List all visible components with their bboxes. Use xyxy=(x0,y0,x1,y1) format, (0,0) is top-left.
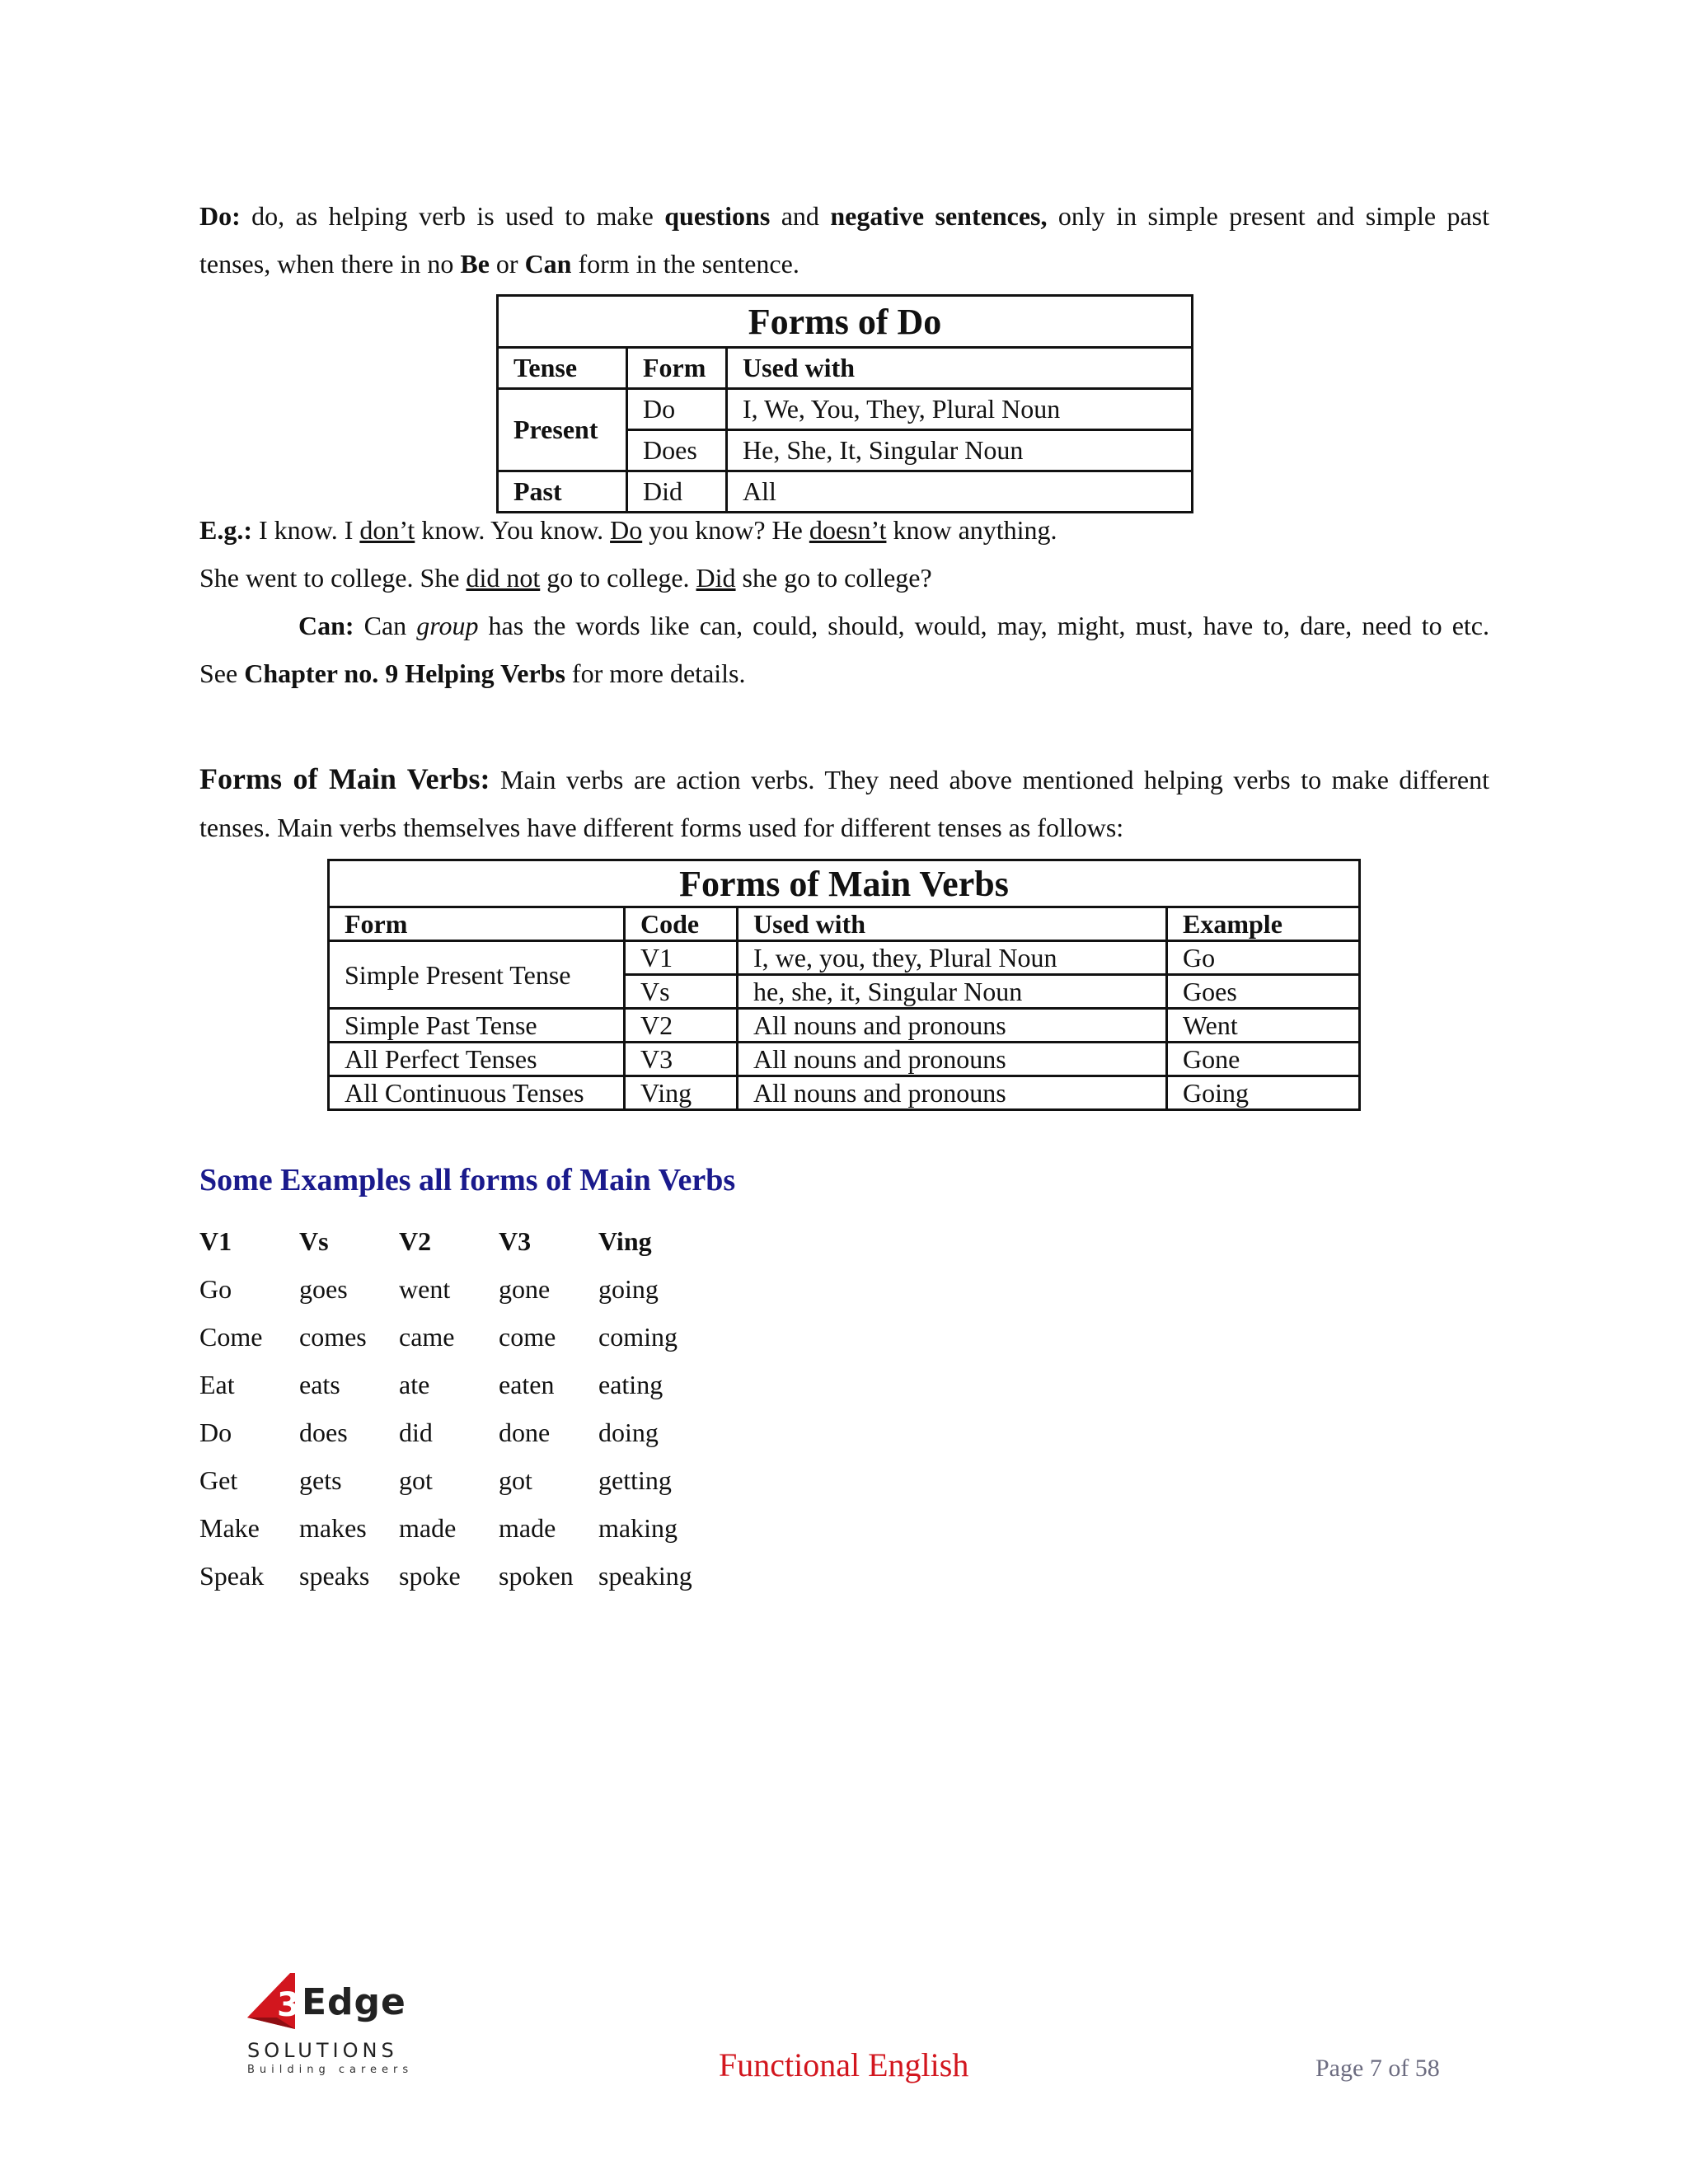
page-number: Page 7 of 58 xyxy=(1315,2055,1440,2082)
table-cell: All Continuous Tenses xyxy=(329,1076,625,1110)
chapter-reference: Chapter no. 9 Helping Verbs xyxy=(244,658,565,688)
table-cell: All nouns and pronouns xyxy=(738,1009,1167,1043)
negative-bold: negative sentences, xyxy=(830,201,1048,231)
verb-cell: Speak xyxy=(199,1561,265,1591)
table-cell: Does xyxy=(627,430,727,471)
verb-row xyxy=(199,1265,698,1313)
can-label: Can: xyxy=(298,611,354,640)
logo-digit: 3 xyxy=(277,1986,300,2024)
column-header: Example xyxy=(1167,907,1360,941)
verb-row xyxy=(199,1456,698,1504)
verb-cell: going xyxy=(598,1274,659,1304)
logo-tagline: Building careers xyxy=(247,2064,414,2076)
column-header: Code xyxy=(625,907,738,941)
underlined-word: did not xyxy=(466,563,541,593)
column-header: Used with xyxy=(727,348,1193,389)
text-run: See xyxy=(199,658,245,688)
verb-cell: spoken xyxy=(499,1561,574,1591)
column-header: V1 xyxy=(199,1226,232,1256)
verb-cell: got xyxy=(399,1465,433,1495)
can-line-2 xyxy=(199,649,1489,697)
verb-forms-list xyxy=(199,1217,698,1600)
do-intro-line-1 xyxy=(199,192,1489,240)
examples-section-heading: Some Examples all forms of Main Verbs xyxy=(199,1163,736,1197)
can-bold: Can xyxy=(524,249,572,279)
text-run: for more details. xyxy=(565,658,746,688)
verb-cell: come xyxy=(499,1322,556,1352)
verb-row xyxy=(199,1552,698,1600)
verb-cell: eating xyxy=(598,1370,663,1399)
verb-cell: does xyxy=(299,1418,348,1447)
verb-cell: speaking xyxy=(598,1561,692,1591)
verb-row xyxy=(199,1408,698,1456)
text-run: I know. I xyxy=(252,515,360,545)
column-header: V2 xyxy=(399,1226,432,1256)
table-cell: Vs xyxy=(625,975,738,1009)
text-run: Main verbs are action verbs. They need above mentioned helping verbs to make different xyxy=(490,765,1490,794)
verb-cell: doing xyxy=(598,1418,659,1447)
main-verbs-heading: Forms of Main Verbs: xyxy=(199,762,490,795)
text-run: she go to college? xyxy=(735,563,932,593)
table-cell: V1 xyxy=(625,941,738,975)
table-cell: Went xyxy=(1167,1009,1360,1043)
verb-cell: came xyxy=(399,1322,455,1352)
column-header: Tense xyxy=(498,348,627,389)
text-run: She went to college. She xyxy=(199,563,467,593)
column-header: Ving xyxy=(598,1226,652,1256)
table-title: Forms of Do xyxy=(498,296,1193,348)
example-line-1 xyxy=(199,506,1489,554)
table-cell: All xyxy=(727,471,1193,513)
table-cell: All Perfect Tenses xyxy=(329,1043,625,1076)
text-run: form in the sentence. xyxy=(571,249,799,279)
text-run: know. You know. xyxy=(415,515,611,545)
example-line-2 xyxy=(199,554,1489,602)
verb-cell: making xyxy=(598,1513,678,1543)
text-run: Can xyxy=(354,611,417,640)
verb-cell: comes xyxy=(299,1322,367,1352)
verb-cell: Eat xyxy=(199,1370,235,1399)
verb-cell: goes xyxy=(299,1274,348,1304)
text-run: you know? He xyxy=(642,515,809,545)
main-verbs-line-1 xyxy=(199,755,1489,804)
table-cell: He, She, It, Singular Noun xyxy=(727,430,1193,471)
text-run: do, as helping verb is used to make xyxy=(240,201,665,231)
verb-cell: ate xyxy=(399,1370,430,1399)
verb-row xyxy=(199,1313,698,1361)
table-cell: V3 xyxy=(625,1043,738,1076)
table-cell: Gone xyxy=(1167,1043,1360,1076)
verb-forms-header-row xyxy=(199,1217,698,1265)
verb-cell: gone xyxy=(499,1274,551,1304)
verb-cell: eaten xyxy=(499,1370,555,1399)
footer-title: Functional English xyxy=(719,2046,969,2083)
column-header: Used with xyxy=(738,907,1167,941)
verb-cell: spoke xyxy=(399,1561,461,1591)
table-cell: Simple Past Tense xyxy=(329,1009,625,1043)
text-run: tenses, when there in no xyxy=(199,249,461,279)
table-cell: I, We, You, They, Plural Noun xyxy=(727,389,1193,430)
questions-bold: questions xyxy=(664,201,771,231)
table-cell: Ving xyxy=(625,1076,738,1110)
verb-cell: did xyxy=(399,1418,433,1447)
text-run: tenses. Main verbs themselves have different forms used for different tenses as follows: xyxy=(199,813,1124,842)
text-run: go to college. xyxy=(540,563,696,593)
text-run: or xyxy=(489,249,525,279)
underlined-word: doesn’t xyxy=(809,515,887,545)
underlined-word: don’t xyxy=(359,515,415,545)
do-intro-paragraph xyxy=(199,192,1489,288)
forms-of-main-verbs-table xyxy=(327,859,1361,1111)
text-run: and xyxy=(770,201,831,231)
table-cell: he, she, it, Singular Noun xyxy=(738,975,1167,1009)
table-cell: Going xyxy=(1167,1076,1360,1110)
underlined-word: Did xyxy=(696,563,736,593)
underlined-word: Do xyxy=(610,515,643,545)
column-header: Form xyxy=(627,348,727,389)
logo-word: Edge xyxy=(302,1981,406,2023)
verb-cell: made xyxy=(499,1513,556,1543)
red-arrow-logo-icon xyxy=(244,1971,310,2034)
verb-cell: went xyxy=(399,1274,451,1304)
table-cell: All nouns and pronouns xyxy=(738,1076,1167,1110)
verb-cell: Make xyxy=(199,1513,260,1543)
column-header: Form xyxy=(329,907,625,941)
verb-cell: Go xyxy=(199,1274,232,1304)
column-header: V3 xyxy=(499,1226,532,1256)
text-run: has the words like can, could, should, would, may, might, must, have to, dare, need to etc. xyxy=(478,611,1490,640)
do-label: Do: xyxy=(199,201,241,231)
table-cell: I, we, you, they, Plural Noun xyxy=(738,941,1167,975)
verb-cell: coming xyxy=(598,1322,678,1352)
table-cell: Did xyxy=(627,471,727,513)
logo-subtitle: SOLUTIONS xyxy=(247,2039,398,2062)
table-cell: Go xyxy=(1167,941,1360,975)
do-intro-line-2 xyxy=(199,240,1489,288)
forms-of-do-table xyxy=(496,294,1193,513)
row-label-present: Present xyxy=(498,389,627,471)
verb-cell: Get xyxy=(199,1465,238,1495)
column-header: Vs xyxy=(299,1226,329,1256)
verb-cell: makes xyxy=(299,1513,367,1543)
verb-cell: done xyxy=(499,1418,551,1447)
can-paragraph xyxy=(199,602,1489,697)
text-run: know anything. xyxy=(886,515,1057,545)
group-italic: group xyxy=(416,611,479,640)
table-cell: V2 xyxy=(625,1009,738,1043)
company-logo xyxy=(244,1971,425,2079)
eg-label: E.g.: xyxy=(199,515,252,545)
verb-cell: getting xyxy=(598,1465,672,1495)
verb-cell: Come xyxy=(199,1322,263,1352)
verb-cell: speaks xyxy=(299,1561,370,1591)
verb-cell: eats xyxy=(299,1370,340,1399)
row-label-simple-present: Simple Present Tense xyxy=(329,941,625,1009)
table-cell: Goes xyxy=(1167,975,1360,1009)
verb-row xyxy=(199,1361,698,1408)
row-label-past: Past xyxy=(498,471,627,513)
table-title: Forms of Main Verbs xyxy=(329,860,1360,907)
do-examples xyxy=(199,506,1489,602)
verb-cell: got xyxy=(499,1465,532,1495)
verb-cell: Do xyxy=(199,1418,232,1447)
verb-cell: gets xyxy=(299,1465,342,1495)
text-run: only in simple present and simple past xyxy=(1047,201,1490,231)
table-cell: Do xyxy=(627,389,727,430)
table-cell: All nouns and pronouns xyxy=(738,1043,1167,1076)
be-bold: Be xyxy=(460,249,490,279)
can-line-1 xyxy=(199,602,1489,649)
main-verbs-paragraph xyxy=(199,755,1489,851)
verb-row xyxy=(199,1504,698,1552)
verb-cell: made xyxy=(399,1513,457,1543)
main-verbs-line-2 xyxy=(199,804,1489,851)
